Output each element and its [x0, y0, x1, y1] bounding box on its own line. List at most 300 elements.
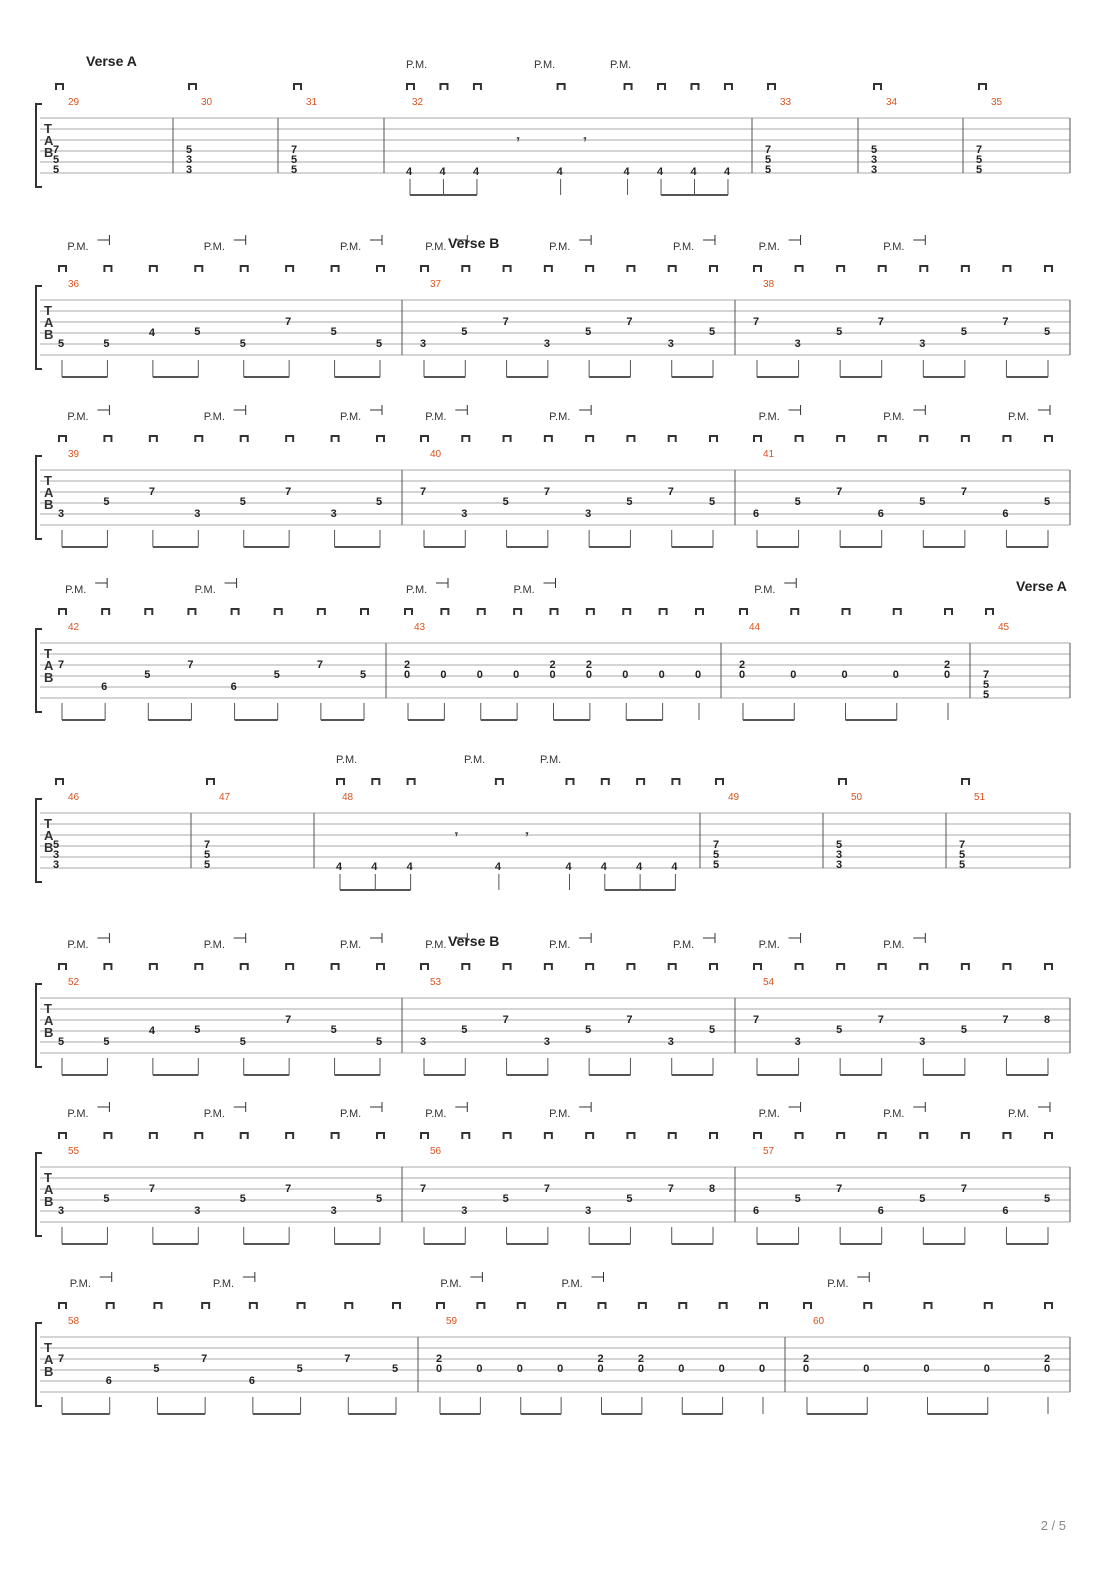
downstroke-icon [232, 609, 239, 615]
fret-number: 7 [502, 316, 509, 328]
fret-number: 4 [439, 166, 446, 178]
downstroke-icon [332, 964, 339, 970]
fret-number: 2 [803, 1353, 810, 1365]
fret-number: 5 [1044, 1193, 1051, 1205]
section-label: Verse B [448, 933, 500, 949]
fret-number: 3 [585, 508, 592, 520]
downstroke-icon [286, 964, 293, 970]
measure-number: 57 [763, 1146, 775, 1157]
fret-number: 7 [543, 1183, 550, 1195]
downstroke-icon [586, 266, 593, 272]
fret-number: 0 [476, 1363, 483, 1375]
downstroke-icon [558, 84, 565, 90]
tab-clef-letter: A [44, 658, 54, 673]
measure-number: 58 [68, 1316, 80, 1327]
downstroke-icon [879, 1133, 886, 1139]
fret-number: 5 [794, 496, 801, 508]
downstroke-icon [602, 779, 609, 785]
downstroke-icon [207, 779, 214, 785]
downstroke-icon [864, 1303, 871, 1309]
downstroke-icon [669, 964, 676, 970]
downstroke-icon [796, 436, 803, 442]
tab-clef-letter: A [44, 315, 54, 330]
palm-mute-label: P.M. [883, 1108, 905, 1120]
downstroke-icon [879, 436, 886, 442]
palm-mute-label: P.M. [549, 939, 571, 951]
downstroke-icon [945, 609, 952, 615]
downstroke-icon [462, 266, 469, 272]
downstroke-icon [879, 964, 886, 970]
downstroke-icon [504, 1133, 511, 1139]
downstroke-icon [150, 964, 157, 970]
downstroke-icon [441, 609, 448, 615]
downstroke-icon [660, 609, 667, 615]
fret-number: 3 [186, 154, 193, 166]
palm-mute-label: P.M. [406, 584, 428, 596]
downstroke-icon [760, 1303, 767, 1309]
palm-mute-label: P.M. [534, 59, 556, 71]
palm-mute-extension [857, 1272, 869, 1282]
downstroke-icon [294, 84, 301, 90]
tab-clef-letter: T [44, 1340, 52, 1355]
fret-number: 3 [330, 1205, 337, 1217]
fret-number: 0 [513, 669, 520, 681]
palm-mute-label: P.M. [203, 411, 225, 423]
fret-number: 4 [556, 166, 563, 178]
fret-number: 5 [103, 1036, 110, 1048]
downstroke-icon [658, 84, 665, 90]
palm-mute-label: P.M. [1008, 1108, 1030, 1120]
fret-number: 5 [836, 839, 843, 851]
fret-number: 7 [960, 486, 967, 498]
fret-number: 5 [836, 326, 843, 338]
fret-number: 7 [713, 839, 720, 851]
fret-number: 5 [960, 326, 967, 338]
palm-mute-label: P.M. [883, 411, 905, 423]
palm-mute-label: P.M. [336, 754, 358, 766]
palm-mute-label: P.M. [440, 1278, 462, 1290]
downstroke-icon [478, 609, 485, 615]
fret-number: 5 [239, 496, 246, 508]
fret-number: 2 [944, 659, 951, 671]
palm-mute-label: P.M. [754, 584, 776, 596]
downstroke-icon [241, 436, 248, 442]
measure-number: 44 [749, 622, 761, 633]
palm-mute-label: P.M. [561, 1278, 583, 1290]
fret-number: 4 [148, 327, 155, 339]
tab-clef-letter: A [44, 1352, 54, 1367]
palm-mute-extension [913, 235, 925, 245]
fret-number: 0 [476, 669, 483, 681]
fret-number: 5 [709, 326, 716, 338]
fret-number: 3 [53, 849, 60, 861]
fret-number: 7 [316, 659, 323, 671]
fret-number: 5 [360, 669, 367, 681]
palm-mute-extension [243, 1272, 255, 1282]
palm-mute-extension [544, 578, 556, 588]
palm-mute-extension [789, 1102, 801, 1112]
fret-number: 8 [1044, 1014, 1051, 1026]
system-bracket [36, 1153, 42, 1236]
downstroke-icon [332, 266, 339, 272]
downstroke-icon [377, 436, 384, 442]
fret-number: 7 [960, 1183, 967, 1195]
tab-clef-letter: A [44, 485, 54, 500]
fret-number: 7 [420, 486, 427, 498]
fret-number: 4 [600, 861, 607, 873]
measure-number: 41 [763, 449, 775, 460]
palm-mute-extension [579, 933, 591, 943]
tab-clef-letter: B [44, 670, 54, 685]
downstroke-icon [1003, 436, 1010, 442]
fret-number: 5 [204, 859, 211, 871]
measure-number: 50 [851, 792, 863, 803]
downstroke-icon [286, 266, 293, 272]
measure-number: 56 [430, 1146, 442, 1157]
downstroke-icon [740, 609, 747, 615]
section-label: Verse A [86, 53, 137, 69]
fret-number: 5 [502, 496, 509, 508]
palm-mute-extension [436, 578, 448, 588]
downstroke-icon [59, 609, 66, 615]
palm-mute-extension [579, 1102, 591, 1112]
downstroke-icon [587, 609, 594, 615]
fret-number: 5 [58, 1036, 65, 1048]
downstroke-icon [332, 436, 339, 442]
downstroke-icon [843, 609, 850, 615]
palm-mute-extension [1038, 1102, 1050, 1112]
tab-clef-letter: A [44, 133, 54, 148]
downstroke-icon [986, 609, 993, 615]
fret-number: 3 [420, 338, 427, 350]
palm-mute-extension [703, 933, 715, 943]
downstroke-icon [188, 609, 195, 615]
downstroke-icon [1045, 1133, 1052, 1139]
downstroke-icon [195, 266, 202, 272]
downstroke-icon [566, 779, 573, 785]
fret-number: 5 [871, 144, 878, 156]
downstroke-icon [189, 84, 196, 90]
fret-number: 7 [420, 1183, 427, 1195]
measure-number: 40 [430, 449, 442, 460]
measure-number: 55 [68, 1146, 80, 1157]
fret-number: 5 [204, 849, 211, 861]
palm-mute-label: P.M. [203, 939, 225, 951]
palm-mute-extension [1038, 405, 1050, 415]
fret-number: 2 [597, 1353, 604, 1365]
tab-clef-letter: T [44, 1001, 52, 1016]
system-bracket [36, 456, 42, 539]
downstroke-icon [691, 84, 698, 90]
fret-number: 7 [983, 669, 990, 681]
downstroke-icon [59, 436, 66, 442]
palm-mute-extension [100, 1272, 112, 1282]
fret-number: 3 [58, 1205, 65, 1217]
downstroke-icon [962, 779, 969, 785]
palm-mute-label: P.M. [194, 584, 216, 596]
fret-number: 7 [291, 144, 298, 156]
measure-number: 33 [780, 97, 792, 108]
palm-mute-extension [913, 933, 925, 943]
fret-number: 5 [376, 1036, 383, 1048]
palm-mute-label: P.M. [758, 1108, 780, 1120]
downstroke-icon [372, 779, 379, 785]
rest-icon: 𝄾 [525, 829, 529, 841]
downstroke-icon [1045, 1303, 1052, 1309]
fret-number: 0 [516, 1363, 523, 1375]
fret-number: 3 [585, 1205, 592, 1217]
downstroke-icon [154, 1303, 161, 1309]
palm-mute-extension [784, 578, 796, 588]
fret-number: 5 [53, 154, 60, 166]
fret-number: 3 [667, 1036, 674, 1048]
downstroke-icon [669, 1133, 676, 1139]
fret-number: 5 [291, 164, 298, 176]
fret-number: 6 [753, 508, 760, 520]
downstroke-icon [102, 609, 109, 615]
downstroke-icon [985, 1303, 992, 1309]
fret-number: 3 [919, 338, 926, 350]
downstroke-icon [920, 964, 927, 970]
measure-number: 51 [974, 792, 986, 803]
fret-number: 5 [713, 859, 720, 871]
downstroke-icon [558, 1303, 565, 1309]
downstroke-icon [150, 436, 157, 442]
fret-number: 5 [626, 496, 633, 508]
fret-number: 2 [585, 659, 592, 671]
fret-number: 7 [285, 1183, 292, 1195]
measure-number: 59 [446, 1316, 458, 1327]
fret-number: 5 [794, 1193, 801, 1205]
fret-number: 7 [58, 659, 65, 671]
measure-number: 37 [430, 279, 442, 290]
palm-mute-label: P.M. [69, 1278, 91, 1290]
fret-number: 6 [230, 681, 237, 693]
downstroke-icon [59, 964, 66, 970]
palm-mute-label: P.M. [67, 1108, 89, 1120]
downstroke-icon [195, 436, 202, 442]
downstroke-icon [669, 436, 676, 442]
downstroke-icon [241, 964, 248, 970]
downstroke-icon [837, 1133, 844, 1139]
downstroke-icon [421, 436, 428, 442]
downstroke-icon [345, 1303, 352, 1309]
fret-number: 5 [376, 338, 383, 350]
fret-number: 5 [376, 496, 383, 508]
tab-clef-letter: B [44, 1025, 54, 1040]
tab-clef-letter: T [44, 121, 52, 136]
palm-mute-label: P.M. [340, 1108, 362, 1120]
fret-number: 5 [960, 1024, 967, 1036]
downstroke-icon [894, 609, 901, 615]
palm-mute-label: P.M. [425, 411, 447, 423]
fret-number: 4 [671, 861, 678, 873]
downstroke-icon [627, 266, 634, 272]
downstroke-icon [504, 436, 511, 442]
fret-number: 5 [709, 496, 716, 508]
downstroke-icon [962, 1133, 969, 1139]
system-bracket [36, 629, 42, 712]
palm-mute-label: P.M. [540, 754, 562, 766]
downstroke-icon [627, 1133, 634, 1139]
downstroke-icon [627, 436, 634, 442]
tab-clef-letter: A [44, 1013, 54, 1028]
palm-mute-label: P.M. [549, 1108, 571, 1120]
palm-mute-label: P.M. [425, 241, 447, 253]
fret-number: 5 [983, 689, 990, 701]
fret-number: 0 [557, 1363, 564, 1375]
measure-number: 39 [68, 449, 80, 460]
downstroke-icon [1003, 1133, 1010, 1139]
fret-number: 5 [626, 1193, 633, 1205]
downstroke-icon [920, 266, 927, 272]
fret-number: 0 [597, 1363, 604, 1375]
fret-number: 7 [285, 486, 292, 498]
downstroke-icon [754, 1133, 761, 1139]
fret-number: 4 [565, 861, 572, 873]
palm-mute-extension [579, 405, 591, 415]
palm-mute-extension [470, 1272, 482, 1282]
fret-number: 4 [623, 166, 630, 178]
downstroke-icon [672, 779, 679, 785]
palm-mute-label: P.M. [340, 939, 362, 951]
downstroke-icon [874, 84, 881, 90]
fret-number: 4 [657, 166, 664, 178]
downstroke-icon [440, 84, 447, 90]
fret-number: 0 [923, 1363, 930, 1375]
fret-number: 3 [667, 338, 674, 350]
downstroke-icon [377, 266, 384, 272]
downstroke-icon [1045, 964, 1052, 970]
fret-number: 0 [983, 1363, 990, 1375]
downstroke-icon [104, 1133, 111, 1139]
tab-clef-letter: T [44, 1170, 52, 1185]
downstroke-icon [623, 609, 630, 615]
fret-number: 5 [461, 1024, 468, 1036]
fret-number: 4 [406, 166, 413, 178]
downstroke-icon [962, 436, 969, 442]
system-bracket [36, 104, 42, 187]
downstroke-icon [241, 266, 248, 272]
downstroke-icon [56, 779, 63, 785]
downstroke-icon [586, 436, 593, 442]
measure-number: 38 [763, 279, 775, 290]
downstroke-icon [796, 266, 803, 272]
system-bracket [36, 286, 42, 369]
fret-number: 7 [53, 144, 60, 156]
palm-mute-label: P.M. [425, 1108, 447, 1120]
fret-number: 0 [718, 1363, 725, 1375]
fret-number: 0 [585, 669, 592, 681]
fret-number: 5 [983, 679, 990, 691]
fret-number: 0 [678, 1363, 685, 1375]
fret-number: 7 [765, 144, 772, 156]
fret-number: 0 [658, 669, 665, 681]
fret-number: 7 [877, 1014, 884, 1026]
fret-number: 3 [543, 338, 550, 350]
palm-mute-label: P.M. [549, 411, 571, 423]
fret-number: 5 [58, 338, 65, 350]
fret-number: 0 [892, 669, 899, 681]
fret-number: 7 [148, 486, 155, 498]
measure-number: 34 [886, 97, 898, 108]
palm-mute-extension [225, 578, 237, 588]
fret-number: 5 [291, 154, 298, 166]
measure-number: 53 [430, 977, 442, 988]
fret-number: 3 [836, 849, 843, 861]
fret-number: 5 [976, 154, 983, 166]
fret-number: 5 [153, 1363, 160, 1375]
palm-mute-label: P.M. [673, 939, 695, 951]
fret-number: 5 [194, 1024, 201, 1036]
section-label: Verse B [448, 235, 500, 251]
downstroke-icon [250, 1303, 257, 1309]
fret-number: 5 [976, 164, 983, 176]
palm-mute-label: P.M. [203, 1108, 225, 1120]
palm-mute-label: P.M. [406, 59, 428, 71]
fret-number: 0 [739, 669, 746, 681]
tab-clef-letter: B [44, 1364, 54, 1379]
tab-clef-letter: T [44, 303, 52, 318]
fret-number: 6 [1002, 1205, 1009, 1217]
palm-mute-label: P.M. [340, 411, 362, 423]
tab-clef-letter: B [44, 327, 54, 342]
palm-mute-extension [789, 405, 801, 415]
downstroke-icon [405, 609, 412, 615]
fret-number: 3 [194, 1205, 201, 1217]
downstroke-icon [421, 1133, 428, 1139]
downstroke-icon [104, 964, 111, 970]
palm-mute-extension [913, 405, 925, 415]
fret-number: 4 [690, 166, 697, 178]
fret-number: 5 [330, 326, 337, 338]
fret-number: 2 [436, 1353, 443, 1365]
downstroke-icon [716, 779, 723, 785]
downstroke-icon [545, 1133, 552, 1139]
palm-mute-label: P.M. [758, 939, 780, 951]
downstroke-icon [361, 609, 368, 615]
fret-number: 5 [959, 849, 966, 861]
fret-number: 5 [1044, 326, 1051, 338]
fret-number: 3 [420, 1036, 427, 1048]
downstroke-icon [962, 266, 969, 272]
fret-number: 0 [404, 669, 411, 681]
fret-number: 3 [461, 1205, 468, 1217]
palm-mute-extension [234, 235, 246, 245]
fret-number: 0 [863, 1363, 870, 1375]
downstroke-icon [545, 266, 552, 272]
palm-mute-extension [95, 578, 107, 588]
fret-number: 6 [877, 1205, 884, 1217]
downstroke-icon [639, 1303, 646, 1309]
downstroke-icon [804, 1303, 811, 1309]
fret-number: 7 [285, 316, 292, 328]
fret-number: 7 [753, 316, 760, 328]
fret-number: 0 [637, 1363, 644, 1375]
downstroke-icon [625, 84, 632, 90]
fret-number: 5 [919, 496, 926, 508]
fret-number: 5 [709, 1024, 716, 1036]
fret-number: 6 [248, 1375, 255, 1387]
fret-number: 7 [1002, 1014, 1009, 1026]
page-number: 2 / 5 [1040, 1518, 1066, 1533]
fret-number: 0 [944, 669, 951, 681]
fret-number: 2 [637, 1353, 644, 1365]
fret-number: 0 [1044, 1363, 1051, 1375]
downstroke-icon [195, 1133, 202, 1139]
fret-number: 7 [877, 316, 884, 328]
downstroke-icon [669, 266, 676, 272]
